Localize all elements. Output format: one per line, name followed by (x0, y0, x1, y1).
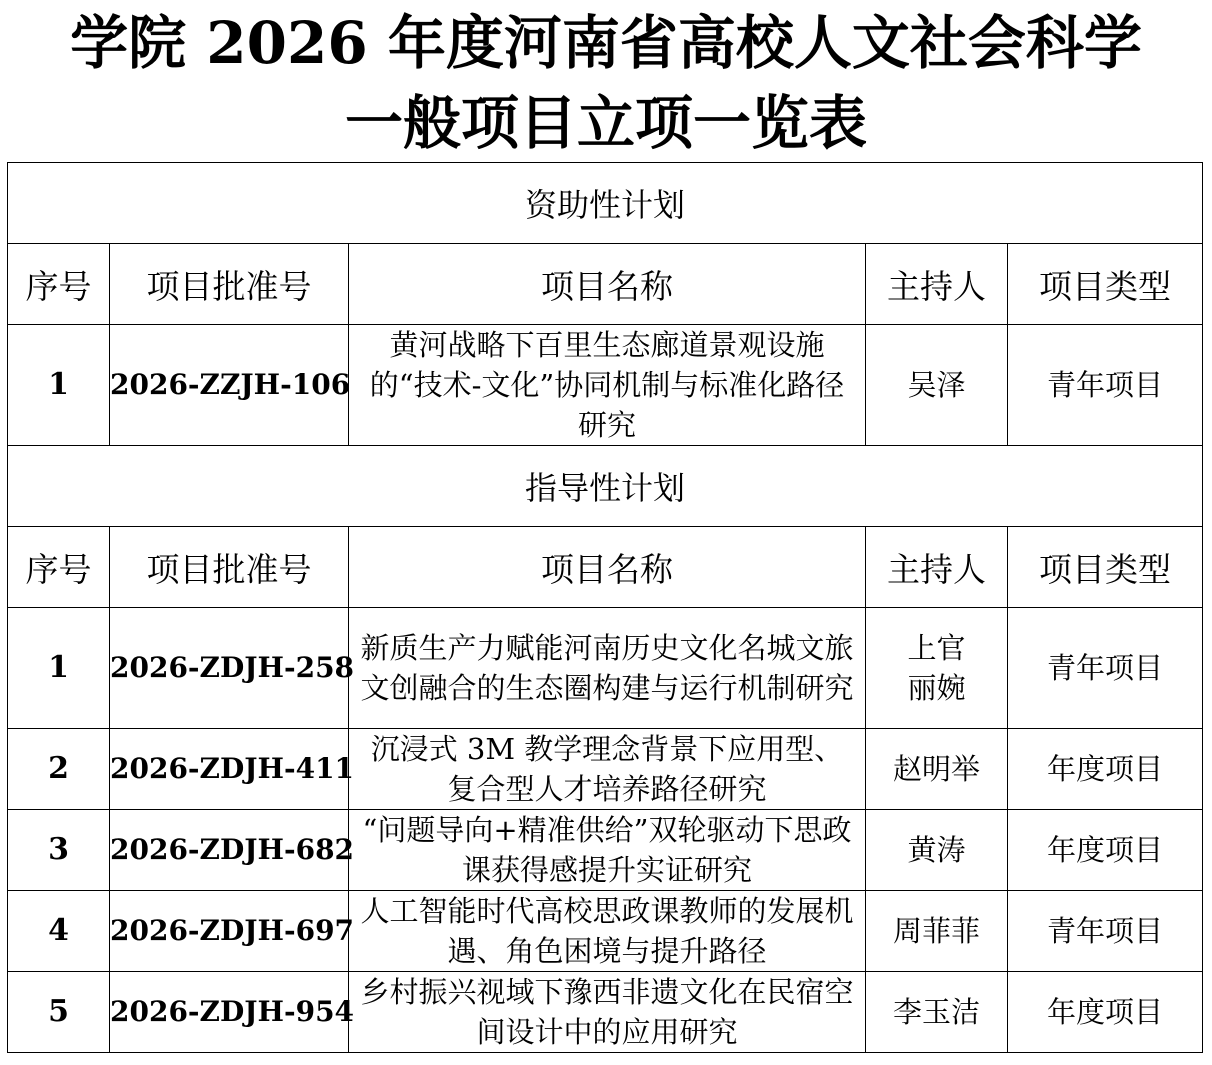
table-row (8, 891, 1203, 972)
row-seq: 1 (8, 325, 110, 446)
row-project-type: 青年项目 (1008, 608, 1203, 729)
row-approval-number: 2026-ZDJH-411 (110, 729, 349, 810)
row-project-name: 人工智能时代高校思政课教师的发展机遇、角色困境与提升路径 (349, 891, 866, 972)
document-title-line2: 一般项目立项一览表 (344, 89, 867, 157)
header-project-name: 项目名称 (349, 244, 866, 325)
row-seq: 3 (8, 810, 110, 891)
row-seq: 1 (8, 608, 110, 729)
row-host: 李玉洁 (866, 972, 1008, 1053)
row-seq: 4 (8, 891, 110, 972)
header-host: 主持人 (866, 244, 1008, 325)
project-table (7, 162, 1203, 1053)
section-title-funded: 资助性计划 (8, 163, 1203, 244)
header-project-name: 项目名称 (349, 527, 866, 608)
table-row (8, 325, 1203, 446)
row-project-name: 沉浸式 3M 教学理念背景下应用型、复合型人才培养路径研究 (349, 729, 866, 810)
row-project-type: 年度项目 (1008, 729, 1203, 810)
row-approval-number: 2026-ZDJH-697 (110, 891, 349, 972)
row-project-name: “问题导向+精准供给”双轮驱动下思政课获得感提升实证研究 (349, 810, 866, 891)
row-approval-number: 2026-ZDJH-682 (110, 810, 349, 891)
table-row (8, 972, 1203, 1053)
row-project-name: 乡村振兴视域下豫西非遗文化在民宿空间设计中的应用研究 (349, 972, 866, 1053)
row-host: 黄涛 (866, 810, 1008, 891)
row-project-type: 青年项目 (1008, 891, 1203, 972)
table-row (8, 608, 1203, 729)
table-row (8, 810, 1203, 891)
row-seq: 2 (8, 729, 110, 810)
row-seq: 5 (8, 972, 110, 1053)
row-host: 上官丽婉 (866, 608, 1008, 729)
row-project-name: 新质生产力赋能河南历史文化名城文旅文创融合的生态圈构建与运行机制研究 (349, 608, 866, 729)
document-title-line1: 学院 2026 年度河南省高校人文社会科学 (70, 9, 1142, 77)
header-host: 主持人 (866, 527, 1008, 608)
row-project-type: 青年项目 (1008, 325, 1203, 446)
header-approval-number: 项目批准号 (110, 244, 349, 325)
row-host: 赵明举 (866, 729, 1008, 810)
header-seq: 序号 (8, 244, 110, 325)
header-project-type: 项目类型 (1008, 244, 1203, 325)
row-host: 吴泽 (866, 325, 1008, 446)
table-row (8, 729, 1203, 810)
header-approval-number: 项目批准号 (110, 527, 349, 608)
row-approval-number: 2026-ZDJH-954 (110, 972, 349, 1053)
header-seq: 序号 (8, 527, 110, 608)
row-approval-number: 2026-ZDJH-258 (110, 608, 349, 729)
row-approval-number: 2026-ZZJH-106 (110, 325, 349, 446)
row-project-type: 年度项目 (1008, 810, 1203, 891)
row-host: 周菲菲 (866, 891, 1008, 972)
header-project-type: 项目类型 (1008, 527, 1203, 608)
row-project-type: 年度项目 (1008, 972, 1203, 1053)
row-project-name: 黄河战略下百里生态廊道景观设施的“技术-文化”协同机制与标准化路径研究 (349, 325, 866, 446)
section-title-guided: 指导性计划 (8, 446, 1203, 527)
